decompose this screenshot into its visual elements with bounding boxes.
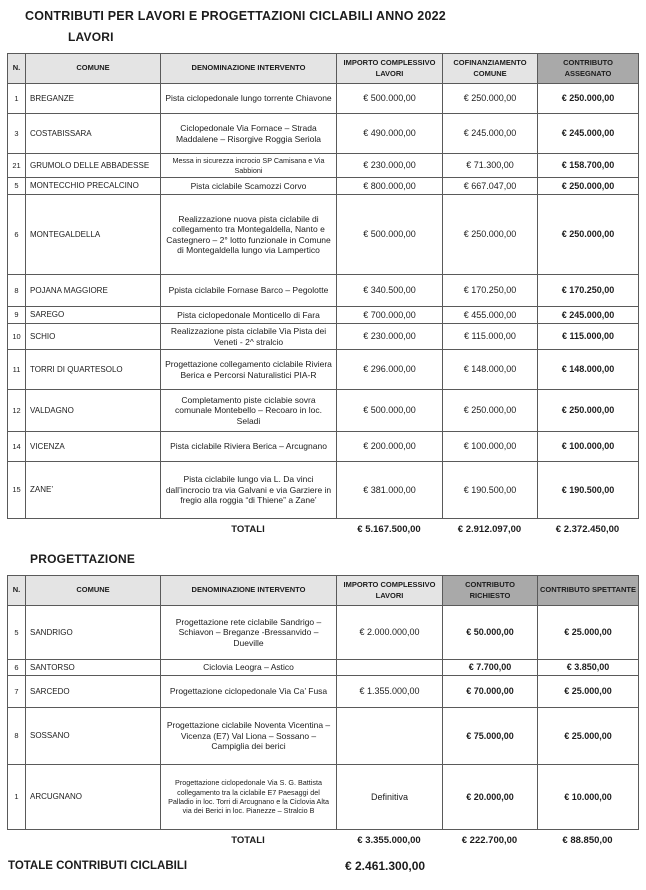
- lavori-cell-cofinanziamento: € 245.000,00: [443, 114, 538, 154]
- lavori-cell-comune: BREGANZE: [26, 84, 161, 114]
- lavori-cell-contributo: € 250.000,00: [538, 84, 639, 114]
- lavori-cell-cofinanziamento: € 148.000,00: [443, 350, 538, 390]
- lavori-cell-intervento: Pista ciclabile Riviera Berica – Arcugnano: [161, 432, 337, 462]
- progettazione-cell-comune: SARCEDO: [26, 676, 161, 708]
- lavori-cell-n: 21: [8, 154, 26, 178]
- lavori-cell-comune: VICENZA: [26, 432, 161, 462]
- lavori-totals-label: TOTALI: [231, 524, 265, 535]
- lavori-cell-n: 1: [8, 84, 26, 114]
- table-row: [8, 324, 639, 350]
- lavori-cell-intervento: Realizzazione pista ciclabile Via Pista dei Veneti - 2^ stralcio: [161, 324, 337, 350]
- progettazione-cell-richiesto: € 20.000,00: [443, 765, 538, 830]
- col-header-intervento: DENOMINAZIONE INTERVENTO: [161, 54, 337, 84]
- table-row: [8, 390, 639, 432]
- lavori-cell-importo: € 500.000,00: [337, 84, 443, 114]
- lavori-cell-n: 8: [8, 275, 26, 307]
- lavori-cell-contributo: € 100.000,00: [538, 432, 639, 462]
- lavori-cell-comune: MONTECCHIO PRECALCINO: [26, 178, 161, 195]
- lavori-table-header: [8, 54, 639, 84]
- lavori-cell-n: 3: [8, 114, 26, 154]
- progettazione-cell-spettante: € 10.000,00: [538, 765, 639, 830]
- lavori-cell-cofinanziamento: € 170.250,00: [443, 275, 538, 307]
- lavori-cell-importo: € 200.000,00: [337, 432, 443, 462]
- lavori-cell-intervento: Realizzazione nuova pista ciclabile di collegamento tra Montegaldella, Nanto e Castegnero – 2° lotto funzionale in Comune di Montegaldella lungo via Lampertico: [161, 195, 337, 275]
- progettazione-cell-comune: ARCUGNANO: [26, 765, 161, 830]
- lavori-total-importo: € 5.167.500,00: [357, 524, 421, 535]
- table-row: [8, 84, 639, 114]
- grand-total-row: [8, 860, 646, 876]
- progettazione-table-header: [8, 576, 639, 606]
- lavori-cell-contributo: € 250.000,00: [538, 178, 639, 195]
- lavori-cell-n: 14: [8, 432, 26, 462]
- grand-total-label: TOTALE CONTRIBUTI CICLABILI: [8, 860, 188, 872]
- lavori-cell-cofinanziamento: € 250.000,00: [443, 195, 538, 275]
- progettazione-cell-intervento: Progettazione rete ciclabile Sandrigo – Schiavon – Breganze -Bressanvido – Dueville: [161, 606, 337, 660]
- lavori-cell-contributo: € 170.250,00: [538, 275, 639, 307]
- lavori-cell-comune: COSTABISSARA: [26, 114, 161, 154]
- lavori-cell-cofinanziamento: € 455.000,00: [443, 307, 538, 324]
- progettazione-cell-intervento: Progettazione ciclopedonale Via S. G. Battista collegamento tra la ciclabile E7 Paesaggi del Palladio in loc. Torri di Arcugnano e la Ciclovia Alta via dei Berici in loc. Pianezze – Stralcio B: [161, 765, 337, 830]
- table-row: [8, 676, 639, 708]
- lavori-cell-importo: € 340.500,00: [337, 275, 443, 307]
- lavori-cell-importo: € 381.000,00: [337, 462, 443, 519]
- lavori-cell-importo: € 296.000,00: [337, 350, 443, 390]
- lavori-cell-contributo: € 245.000,00: [538, 307, 639, 324]
- lavori-cell-intervento: Pista ciclabile lungo via L. Da vinci dall’incrocio tra via Galvani e via Garziere in fregio alla roggia “di Thiene” a Zane’: [161, 462, 337, 519]
- progettazione-cell-richiesto: € 7.700,00: [443, 660, 538, 676]
- progettazione-table: [7, 575, 639, 830]
- lavori-cell-n: 11: [8, 350, 26, 390]
- table-row: [8, 708, 639, 765]
- progettazione-cell-importo: Definitiva: [337, 765, 443, 830]
- lavori-cell-cofinanziamento: € 115.000,00: [443, 324, 538, 350]
- progettazione-cell-spettante: € 25.000,00: [538, 676, 639, 708]
- progettazione-cell-spettante: € 3.850,00: [538, 660, 639, 676]
- lavori-cell-contributo: € 250.000,00: [538, 195, 639, 275]
- lavori-total-cofinanziamento: € 2.912.097,00: [457, 524, 522, 535]
- progettazione-cell-intervento: Progettazione ciclabile Noventa Vicentina – Vicenza (E7) Val Liona – Sossano – Campiglia dei berici: [161, 708, 337, 765]
- lavori-cell-importo: € 490.000,00: [337, 114, 443, 154]
- col-header-cofinanziamento: COFINANZIAMENTO COMUNE: [443, 54, 538, 84]
- lavori-cell-cofinanziamento: € 100.000,00: [443, 432, 538, 462]
- lavori-cell-intervento: Completamento piste ciclabie sovra comunale Montebello – Recoaro in loc. Seladi: [161, 390, 337, 432]
- table-row: [8, 660, 639, 676]
- lavori-cell-contributo: € 148.000,00: [538, 350, 639, 390]
- col-header-importo: IMPORTO COMPLESSIVO LAVORI: [337, 54, 443, 84]
- lavori-cell-intervento: Ciclopedonale Via Fornace – Strada Maddalene – Risorgive Roggia Seriola: [161, 114, 337, 154]
- progettazione-cell-comune: SOSSANO: [26, 708, 161, 765]
- table-row: [8, 606, 639, 660]
- progettazione-cell-importo: [337, 708, 443, 765]
- lavori-cell-importo: € 230.000,00: [337, 154, 443, 178]
- table-row: [8, 195, 639, 275]
- progettazione-cell-importo: € 2.000.000,00: [337, 606, 443, 660]
- lavori-cell-intervento: Pista ciclabile Scamozzi Corvo: [161, 178, 337, 195]
- lavori-cell-n: 12: [8, 390, 26, 432]
- lavori-cell-importo: € 700.000,00: [337, 307, 443, 324]
- table-row: [8, 178, 639, 195]
- lavori-cell-n: 5: [8, 178, 26, 195]
- lavori-cell-comune: SAREGO: [26, 307, 161, 324]
- col-header-contributo-assegnato: CONTRIBUTO ASSEGNATO: [538, 54, 639, 84]
- progettazione-cell-n: 1: [8, 765, 26, 830]
- lavori-cell-importo: € 500.000,00: [337, 390, 443, 432]
- progettazione-total-richiesto: € 222.700,00: [461, 835, 518, 846]
- table-row: [8, 765, 639, 830]
- progettazione-cell-n: 5: [8, 606, 26, 660]
- lavori-cell-intervento: Ppista ciclabile Fornase Barco – Pegolotte: [161, 275, 337, 307]
- progettazione-cell-comune: SANDRIGO: [26, 606, 161, 660]
- table-row: [8, 462, 639, 519]
- lavori-cell-intervento: Pista ciclopedonale Monticello di Fara: [161, 307, 337, 324]
- progettazione-total-spettante: € 88.850,00: [562, 835, 613, 846]
- lavori-cell-comune: POJANA MAGGIORE: [26, 275, 161, 307]
- progettazione-cell-intervento: Ciclovia Leogra – Astico: [161, 660, 337, 676]
- progettazione-cell-importo: € 1.355.000,00: [337, 676, 443, 708]
- progettazione-cell-intervento: Progettazione ciclopedonale Via Ca’ Fusa: [161, 676, 337, 708]
- col-header-contributo-richiesto: CONTRIBUTO RICHIESTO: [443, 576, 538, 606]
- lavori-cell-cofinanziamento: € 250.000,00: [443, 84, 538, 114]
- lavori-cell-cofinanziamento: € 190.500,00: [443, 462, 538, 519]
- lavori-cell-n: 6: [8, 195, 26, 275]
- col-header-contributo-spettante: CONTRIBUTO SPETTANTE: [538, 576, 639, 606]
- lavori-totals-row: [7, 524, 646, 535]
- lavori-cell-comune: ZANE’: [26, 462, 161, 519]
- progettazione-totals-row: [7, 835, 646, 846]
- lavori-cell-n: 9: [8, 307, 26, 324]
- lavori-cell-intervento: Progettazione collegamento ciclabile Riviera Berica e Percorsi Naturalistici PIA-R: [161, 350, 337, 390]
- progettazione-totals-label: TOTALI: [231, 835, 265, 846]
- progettazione-cell-richiesto: € 50.000,00: [443, 606, 538, 660]
- lavori-cell-comune: MONTEGALDELLA: [26, 195, 161, 275]
- lavori-cell-comune: GRUMOLO DELLE ABBADESSE: [26, 154, 161, 178]
- col-header-n: N.: [8, 576, 26, 606]
- lavori-cell-importo: € 800.000,00: [337, 178, 443, 195]
- lavori-cell-contributo: € 245.000,00: [538, 114, 639, 154]
- lavori-cell-contributo: € 190.500,00: [538, 462, 639, 519]
- progettazione-cell-richiesto: € 70.000,00: [443, 676, 538, 708]
- progettazione-total-importo: € 3.355.000,00: [357, 835, 421, 846]
- lavori-cell-contributo: € 158.700,00: [538, 154, 639, 178]
- progettazione-cell-spettante: € 25.000,00: [538, 606, 639, 660]
- lavori-cell-intervento: Messa in sicurezza incrocio SP Camisana e Via Sabbioni: [161, 154, 337, 178]
- lavori-total-contributo: € 2.372.450,00: [555, 524, 620, 535]
- lavori-cell-importo: € 500.000,00: [337, 195, 443, 275]
- progettazione-cell-n: 8: [8, 708, 26, 765]
- progettazione-cell-n: 6: [8, 660, 26, 676]
- table-row: [8, 350, 639, 390]
- lavori-cell-cofinanziamento: € 667.047,00: [443, 178, 538, 195]
- table-row: [8, 275, 639, 307]
- lavori-cell-comune: SCHIO: [26, 324, 161, 350]
- grand-total-value: € 2.461.300,00: [345, 859, 426, 873]
- table-row: [8, 114, 639, 154]
- lavori-cell-n: 10: [8, 324, 26, 350]
- lavori-heading: LAVORI: [68, 30, 114, 44]
- lavori-cell-intervento: Pista ciclopedonale lungo torrente Chiavone: [161, 84, 337, 114]
- progettazione-heading: PROGETTAZIONE: [30, 552, 136, 566]
- lavori-cell-n: 15: [8, 462, 26, 519]
- progettazione-cell-spettante: € 25.000,00: [538, 708, 639, 765]
- col-header-comune: COMUNE: [26, 54, 161, 84]
- col-header-n: N.: [8, 54, 26, 84]
- lavori-cell-importo: € 230.000,00: [337, 324, 443, 350]
- lavori-cell-contributo: € 115.000,00: [538, 324, 639, 350]
- col-header-intervento: DENOMINAZIONE INTERVENTO: [161, 576, 337, 606]
- lavori-cell-comune: TORRI DI QUARTESOLO: [26, 350, 161, 390]
- col-header-comune: COMUNE: [26, 576, 161, 606]
- progettazione-cell-importo: [337, 660, 443, 676]
- progettazione-cell-comune: SANTORSO: [26, 660, 161, 676]
- lavori-table: [7, 53, 639, 519]
- lavori-cell-comune: VALDAGNO: [26, 390, 161, 432]
- lavori-cell-cofinanziamento: € 71.300,00: [443, 154, 538, 178]
- lavori-cell-contributo: € 250.000,00: [538, 390, 639, 432]
- progettazione-cell-n: 7: [8, 676, 26, 708]
- lavori-cell-cofinanziamento: € 250.000,00: [443, 390, 538, 432]
- progettazione-cell-richiesto: € 75.000,00: [443, 708, 538, 765]
- col-header-importo: IMPORTO COMPLESSIVO LAVORI: [337, 576, 443, 606]
- table-row: [8, 154, 639, 178]
- table-row: [8, 432, 639, 462]
- table-row: [8, 307, 639, 324]
- page-title: CONTRIBUTI PER LAVORI E PROGETTAZIONI CICLABILI ANNO 2022: [25, 9, 446, 23]
